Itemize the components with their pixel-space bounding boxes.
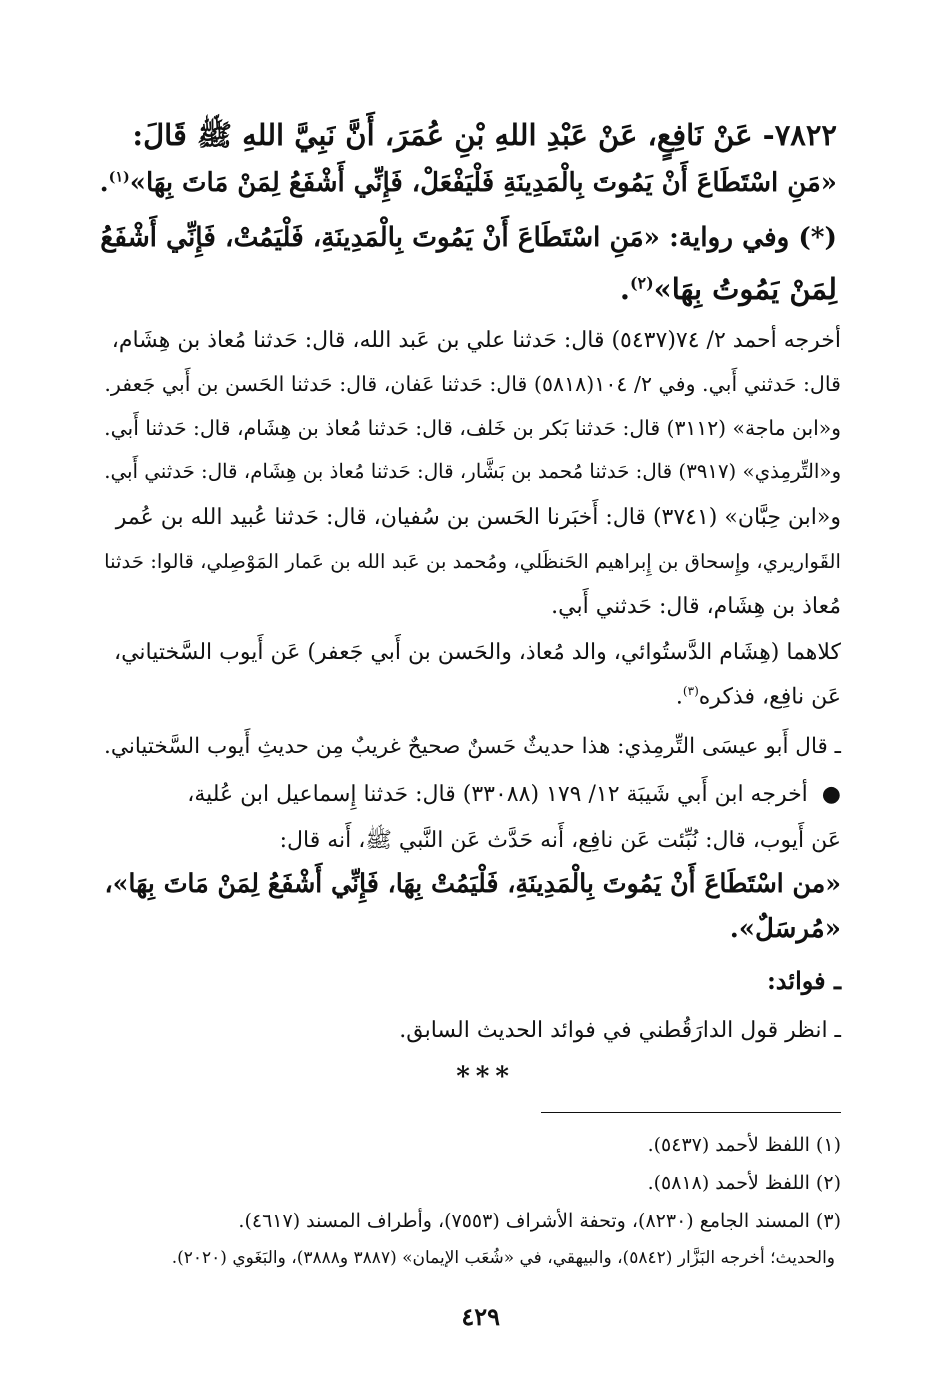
- hadith-line-4-text: لِمَنْ يَمُوتُ بِهَا»: [653, 272, 837, 306]
- ibn-abi-shayba-line-1: [187, 782, 841, 807]
- fawaid-body: ـ انظر قول الدارَقُطني في فوائد الحديث السابق.: [399, 1018, 841, 1043]
- takhrij-line: و«ابن حِبَّان» (٣٧٤١) قال: أَخبَرنا الحَسن بن سُفيان، قال: حَدثنا عُبيد الله بن عُمر: [115, 505, 841, 530]
- footnote-ref-2: (٢): [629, 273, 654, 293]
- ibn-abi-shayba-line-4: «مُرسَلٌ».: [729, 914, 841, 944]
- ibn-abi-shayba-line-1-text: أخرجه ابن أَبي شَيبَة ١٢/ ١٧٩ (٣٣٠٨٨) قال: حَدثنا إِسماعيل ابن عُلية،: [187, 782, 808, 807]
- hadith-line-4: [620, 272, 837, 306]
- ibn-abi-shayba-line-3: «من اسْتَطَاعَ أَنْ يَمُوتَ بِالْمَدِينَةِ، فَلْيَمُتْ بِهَا، فَإِنِّي أَشْفَعُ لِمَنْ مَاتَ بِهَا»،: [104, 868, 841, 898]
- takhrij-line: قال: حَدثني أَبي. وفي ٢/ ١٠٤(٥٨١٨) قال: حَدثنا عَفان، قال: حَدثنا الحَسن بن أَبي جَعفر.: [104, 372, 841, 396]
- footnote-2: (٢) اللفظ لأحمد (٥٨١٨).: [647, 1172, 841, 1194]
- hadith-line-1: ٧٨٢٢- عَنْ نَافِعٍ، عَنْ عَبْدِ اللهِ بْنِ عُمَرَ، أَنَّ نَبِيَّ اللهِ ﷺ قَالَ:: [132, 118, 837, 152]
- kilahuma-line-1: كلاهما (هِشَام الدَّستُوائي، والد مُعاذ، والحَسن بن أَبي جَعفر) عَن أَيوب السَّختياني،: [113, 640, 841, 665]
- hadith-line-2-end: .: [99, 168, 109, 198]
- kilahuma-line-2-text: عَن نافِع، فذكره: [698, 684, 841, 710]
- takhrij-line: القَواريري، وإِسحاق بن إِبراهيم الحَنظَلي، ومُحمد بن عَبد الله بن عَمار المَوْصِلي، قالوا: حَدثنا: [104, 550, 841, 573]
- kilahuma-line-2-end: .: [675, 684, 683, 710]
- footnote-ref-3: (٣): [682, 684, 699, 698]
- fawaid-heading: ـ فوائد:: [766, 966, 841, 995]
- footnote-ref-1: (١): [108, 169, 130, 186]
- bullet-icon: ●: [821, 782, 841, 807]
- takhrij-line: و«ابن ماجة» (٣١١٢) قال: حَدثنا بَكر بن خَلف، قال: حَدثنا مُعاذ بن هِشَام، قال: حَدثنا أَبي.: [104, 416, 841, 440]
- hadith-line-4-end: .: [619, 272, 630, 306]
- hadith-line-3: (*) وفي رواية: «مَنِ اسْتَطَاعَ أَنْ يَمُوتَ بِالْمَدِينَةِ، فَلْيَمُتْ، فَإِنِّي أَشْفَعُ: [100, 222, 837, 253]
- takhrij-line: و«التِّرمِذي» (٣٩١٧) قال: حَدثنا مُحمد بن بَشَّار، قال: حَدثنا مُعاذ بن هِشَام، قال: حَدثني أَبي.: [104, 460, 841, 483]
- section-separator: ***: [456, 1062, 515, 1092]
- footnote-3-continued: والحديث؛ أخرجه البَزَّار (٥٨٤٢)، والبيهقي، في «شُعَب الإيمان» (٣٨٨٧ و٣٨٨٨)، والبَغَوي (٢٠٢٠).: [171, 1248, 835, 1268]
- page-number: ٤٢٩: [461, 1302, 500, 1331]
- kilahuma-line-2: [676, 684, 841, 709]
- footnote-divider: [541, 1112, 841, 1113]
- tirmidhi-note: ـ قال أَبو عيسَى التِّرمِذي: هذا حديثٌ حَسنٌ صحيحٌ غريبٌ مِن حديثِ أَيوب السَّختياني.: [104, 734, 841, 759]
- footnote-3: (٣) المسند الجامع (٨٢٣٠)، وتحفة الأشراف (٧٥٥٣)، وأطراف المسند (٤٦١٧).: [238, 1210, 841, 1232]
- ibn-abi-shayba-line-2: عَن أَيوب، قال: نُبِّئت عَن نافِع، أَنه حَدَّث عَن النَّبي ﷺ، أَنه قال:: [279, 828, 841, 853]
- footnote-1: (١) اللفظ لأحمد (٥٤٣٧).: [647, 1134, 841, 1156]
- takhrij-line: مُعاذ بن هِشَام، قال: حَدثني أَبي.: [551, 594, 841, 619]
- hadith-line-2-text: «مَنِ اسْتَطَاعَ أَنْ يَمُوتَ بِالْمَدِينَةِ فَلْيَفْعَلْ، فَإِنِّي أَشْفَعُ لِمَنْ مَاتَ بِهَا»: [129, 168, 837, 198]
- hadith-line-2: [100, 168, 837, 198]
- takhrij-line: أخرجه أحمد ٢/ ٧٤(٥٤٣٧) قال: حَدثنا علي بن عَبد الله، قال: حَدثنا مُعاذ بن هِشَام،: [111, 328, 841, 353]
